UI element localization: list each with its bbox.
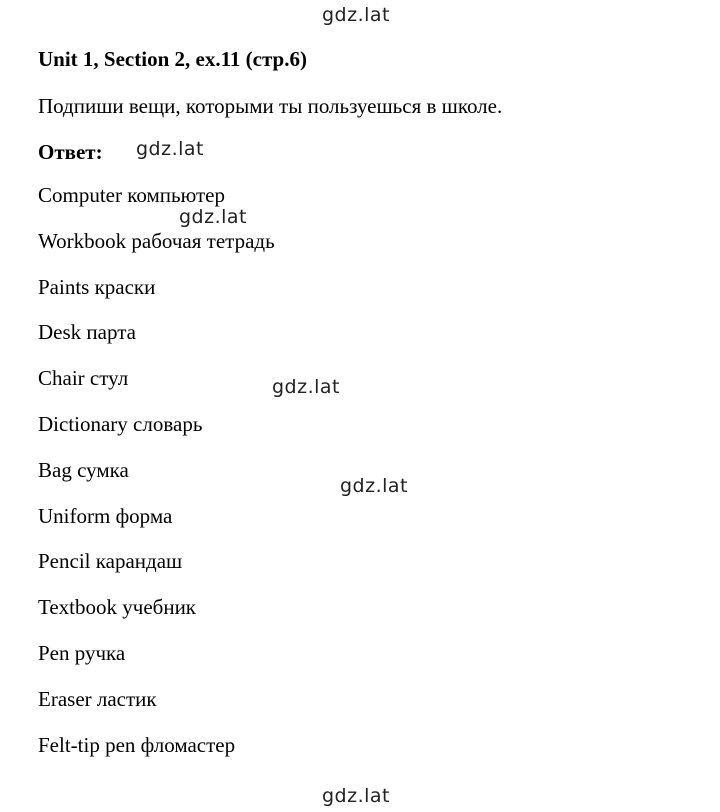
answer-item: Paints краски	[38, 274, 156, 299]
exercise-heading: Unit 1, Section 2, ex.11 (стр.6)	[38, 47, 307, 71]
answer-label: Ответ:	[38, 140, 103, 164]
answer-item: Felt-tip pen фломастер	[38, 732, 236, 757]
watermark-top: gdz.lat	[322, 4, 391, 26]
watermark-bottom: gdz.lat	[322, 785, 391, 807]
exercise-instruction: Подпиши вещи, которыми ты пользуешься в школе.	[38, 94, 503, 118]
answer-item: Chair стул	[38, 366, 129, 391]
answer-item: Computer компьютер	[38, 183, 225, 207]
answer-item: Bag сумка	[38, 457, 129, 482]
answer-item: Pen ручка	[38, 640, 126, 665]
watermark-list-top: gdz.lat	[179, 206, 248, 228]
answer-item: Dictionary словарь	[38, 411, 203, 436]
answer-item: Workbook рабочая тетрадь	[38, 228, 275, 253]
answer-item: Eraser ластик	[38, 686, 157, 711]
answer-list	[38, 185, 275, 780]
watermark-lower: gdz.lat	[340, 475, 409, 497]
answer-item: Desk парта	[38, 320, 136, 345]
answer-item: Pencil карандаш	[38, 549, 183, 574]
answer-item: Uniform форма	[38, 503, 173, 528]
answer-item: Textbook учебник	[38, 595, 197, 620]
watermark-middle: gdz.lat	[272, 376, 341, 398]
watermark-answer: gdz.lat	[136, 138, 205, 160]
